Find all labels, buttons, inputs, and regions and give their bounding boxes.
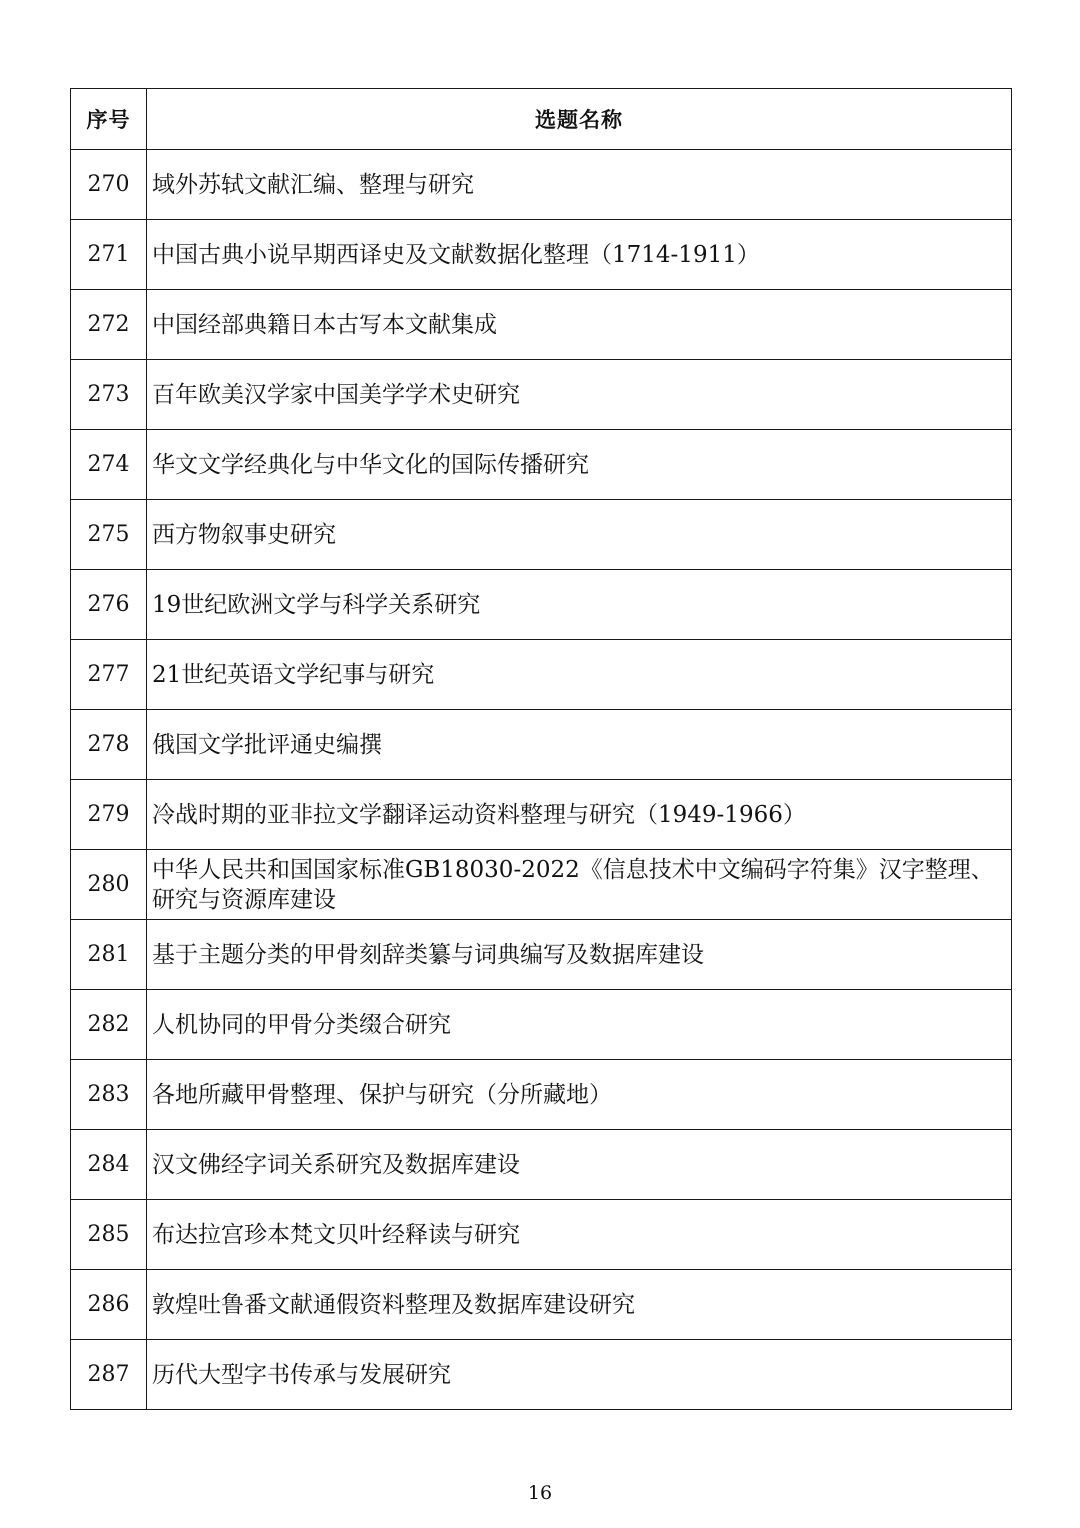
- topics-table: [70, 88, 1012, 1410]
- row-number: 281: [71, 920, 147, 990]
- table-row: [71, 850, 1012, 920]
- row-number: 280: [71, 850, 147, 920]
- table-row: [71, 360, 1012, 430]
- row-title: 汉文佛经字词关系研究及数据库建设: [147, 1130, 1012, 1200]
- row-number: 272: [71, 290, 147, 360]
- row-title: 历代大型字书传承与发展研究: [147, 1340, 1012, 1410]
- row-number: 270: [71, 150, 147, 220]
- table-row: [71, 1200, 1012, 1270]
- row-number: 283: [71, 1060, 147, 1130]
- table-row: [71, 220, 1012, 290]
- table-row: [71, 1340, 1012, 1410]
- table-row: [71, 1270, 1012, 1340]
- header-title: 选题名称: [147, 89, 1012, 150]
- row-number: 286: [71, 1270, 147, 1340]
- row-title: 21世纪英语文学纪事与研究: [147, 640, 1012, 710]
- row-number: 276: [71, 570, 147, 640]
- table-row: [71, 1060, 1012, 1130]
- row-title: 冷战时期的亚非拉文学翻译运动资料整理与研究（1949-1966）: [147, 780, 1012, 850]
- table-row: [71, 290, 1012, 360]
- table-row: [71, 570, 1012, 640]
- header-number: 序号: [71, 89, 147, 150]
- table-row: [71, 150, 1012, 220]
- page-number: 16: [527, 1482, 553, 1504]
- row-title: 域外苏轼文献汇编、整理与研究: [147, 150, 1012, 220]
- table-row: [71, 640, 1012, 710]
- row-number: 279: [71, 780, 147, 850]
- row-title: 19世纪欧洲文学与科学关系研究: [147, 570, 1012, 640]
- row-number: 282: [71, 990, 147, 1060]
- table-body: [71, 150, 1012, 1410]
- row-number: 277: [71, 640, 147, 710]
- table-row: [71, 920, 1012, 990]
- row-number: 278: [71, 710, 147, 780]
- row-number: 273: [71, 360, 147, 430]
- row-title: 中国古典小说早期西译史及文献数据化整理（1714-1911）: [147, 220, 1012, 290]
- row-title: 西方物叙事史研究: [147, 500, 1012, 570]
- row-number: 275: [71, 500, 147, 570]
- row-number: 274: [71, 430, 147, 500]
- row-title: 百年欧美汉学家中国美学学术史研究: [147, 360, 1012, 430]
- table-row: [71, 780, 1012, 850]
- row-title: 中华人民共和国国家标准GB18030-2022《信息技术中文编码字符集》汉字整理、研究与资源库建设: [147, 850, 1012, 920]
- table-row: [71, 1130, 1012, 1200]
- table-header-row: [71, 89, 1012, 150]
- row-title: 基于主题分类的甲骨刻辞类纂与词典编写及数据库建设: [147, 920, 1012, 990]
- row-title: 俄国文学批评通史编撰: [147, 710, 1012, 780]
- table-header: [71, 89, 1012, 150]
- table-row: [71, 430, 1012, 500]
- table-row: [71, 710, 1012, 780]
- table-row: [71, 500, 1012, 570]
- row-title: 华文文学经典化与中华文化的国际传播研究: [147, 430, 1012, 500]
- row-number: 285: [71, 1200, 147, 1270]
- row-title: 各地所藏甲骨整理、保护与研究（分所藏地）: [147, 1060, 1012, 1130]
- row-title: 布达拉宫珍本梵文贝叶经释读与研究: [147, 1200, 1012, 1270]
- row-number: 284: [71, 1130, 147, 1200]
- row-title: 人机协同的甲骨分类缀合研究: [147, 990, 1012, 1060]
- row-number: 271: [71, 220, 147, 290]
- table-row: [71, 990, 1012, 1060]
- row-number: 287: [71, 1340, 147, 1410]
- row-title: 敦煌吐鲁番文献通假资料整理及数据库建设研究: [147, 1270, 1012, 1340]
- row-title: 中国经部典籍日本古写本文献集成: [147, 290, 1012, 360]
